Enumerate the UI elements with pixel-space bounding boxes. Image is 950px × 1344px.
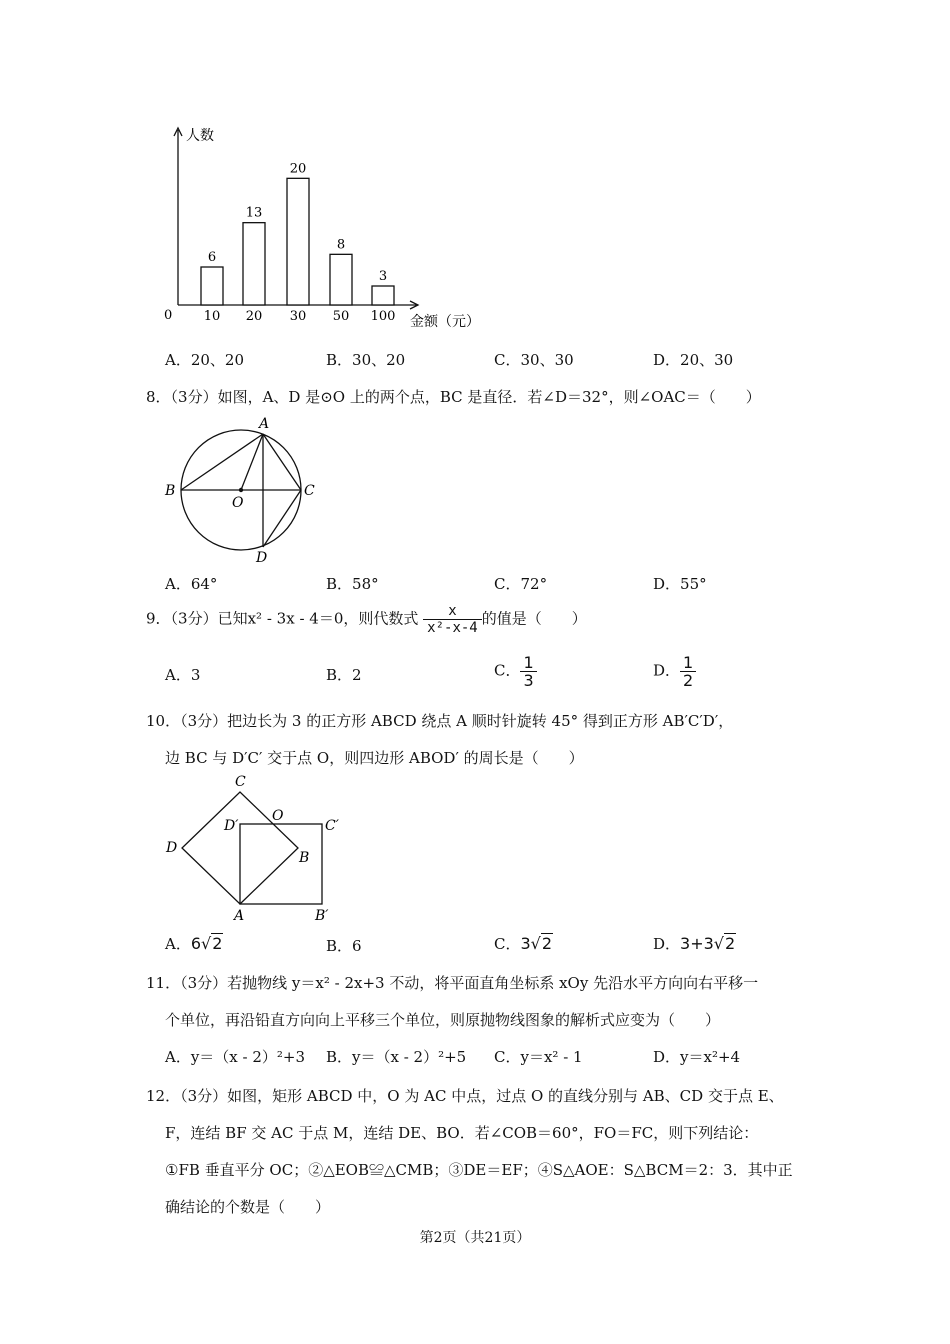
q11-line1: 11．（3分）若抛物线 y＝x² - 2x+3 不动，将平面直角坐标系 xOy 先沿水平方向向右平移一 [146, 974, 759, 992]
q7-option-b[interactable]: B．30、20 [326, 351, 406, 369]
q9-prefix: 9．（3分）已知 [146, 609, 248, 628]
q12-line3: ①FB 垂直平分 OC；②△EOB≌△CMB；③DE＝EF；④S△AOE：S△BCM＝2：3．其中正 [165, 1161, 793, 1179]
q9-fraction [423, 603, 482, 636]
q7-option-a[interactable]: A．20、20 [165, 351, 245, 369]
q10-option-d-label: D． [653, 935, 681, 953]
bar-value-label: 3 [378, 269, 388, 284]
label-c2: C′ [325, 818, 339, 834]
q9-frac-den: x²-x-4 [427, 620, 478, 636]
q7-option-d[interactable]: D．20、30 [653, 351, 734, 369]
q11-option-d[interactable]: D．y＝x²+4 [653, 1048, 741, 1066]
q10-option-a-value: 6√2 [190, 934, 223, 953]
segment-ac [263, 434, 301, 490]
q11-option-b[interactable]: B．y＝（x - 2）²+5 [326, 1048, 467, 1066]
q11-option-a[interactable]: A．y＝（x - 2）²+3 [165, 1048, 306, 1066]
q9-option-b[interactable]: B．2 [326, 666, 362, 684]
y-axis-label: 人数 [186, 128, 214, 144]
q10-option-c[interactable] [494, 933, 553, 954]
q8-option-d[interactable]: D．55° [653, 575, 707, 593]
segment-dc [263, 490, 301, 547]
bar-30 [287, 178, 309, 305]
q9-option-c-label: C． [494, 661, 521, 680]
q12-line2: F，连结 BF 交 AC 于点 M，连结 DE、BO．若∠COB＝60°，FO＝FC，则下列结论： [165, 1124, 759, 1142]
bar-50 [330, 254, 352, 305]
label-d: D [166, 840, 178, 856]
label-d2: D′ [224, 818, 239, 834]
q9-option-c-num: 1 [520, 654, 536, 672]
x-axis-label: 金额（元） [410, 314, 480, 330]
bar-value-label: 20 [289, 161, 307, 177]
label-a: A [259, 416, 270, 432]
q10-option-c-value: 3√2 [520, 934, 553, 953]
q11-line2: 个单位，再沿铅直方向向上平移三个单位，则原抛物线图象的解析式应变为（ ） [165, 1011, 721, 1029]
q8-option-c[interactable]: C．72° [494, 575, 548, 593]
q10-option-c-label: C． [494, 935, 521, 953]
x-tick-label: 10 [203, 309, 221, 324]
bar-10 [201, 267, 223, 305]
center-point [239, 488, 243, 492]
label-o: O [272, 808, 284, 824]
bar-value-label: 8 [336, 237, 346, 253]
q12-line1: 12．（3分）如图，矩形 ABCD 中，O 为 AC 中点，过点 O 的直线分别与 AB、CD 交于点 E、 [146, 1087, 784, 1105]
bar-value-label: 13 [245, 205, 263, 221]
q9-frac-num: x [423, 603, 482, 620]
chart-bars [201, 161, 395, 324]
label-c: C [235, 774, 246, 790]
q8-prefix: 8．（3分）如图， [146, 388, 263, 406]
q9-option-d[interactable] [653, 654, 696, 689]
label-a: A [234, 908, 245, 924]
q9-suffix: 的值是（ ） [481, 609, 587, 628]
q10-option-a-label: A． [165, 935, 191, 953]
label-b: B [299, 850, 310, 866]
q9-option-d-label: D． [653, 661, 681, 680]
x-tick-label: 20 [245, 309, 263, 324]
q9-option-c-frac [520, 654, 536, 689]
label-o: O [232, 495, 244, 511]
q10-option-d[interactable] [653, 933, 736, 954]
q10-square-figure [160, 770, 350, 930]
bar-20 [243, 223, 265, 305]
q10-option-a-rad: 2 [212, 934, 223, 953]
q8-question [146, 386, 761, 407]
label-b: B [165, 483, 176, 499]
q8-text: A、D 是⊙O 上的两个点，BC 是直径．若∠D＝32°，则∠OAC＝（ ） [262, 388, 761, 406]
x-tick-label: 30 [289, 309, 307, 324]
q7-option-c[interactable]: C．30、30 [494, 351, 574, 369]
q8-circle-figure [160, 410, 330, 570]
q8-option-a[interactable]: A．64° [165, 575, 218, 593]
label-b2: B′ [315, 908, 329, 924]
q10-option-d-pre: 3+3 [680, 934, 714, 953]
q10-option-a[interactable] [165, 933, 223, 954]
q9-question [146, 603, 587, 636]
q10-option-a-coef: 6 [190, 934, 202, 953]
q9-option-d-num: 1 [680, 654, 696, 672]
page-footer: 第2页（共21页） [419, 1230, 531, 1246]
q8-option-b[interactable]: B．58° [326, 575, 379, 593]
bar-100 [372, 286, 394, 305]
q10-line1: 10．（3分）把边长为 3 的正方形 ABCD 绕点 A 顺时针旋转 45° 得到正方形 AB′C′D′， [146, 712, 734, 730]
q10-option-d-rad: 2 [725, 934, 736, 953]
label-d: D [256, 550, 268, 566]
x-tick-label: 100 [370, 309, 396, 324]
segment-ab [181, 434, 263, 490]
q9-option-a[interactable]: A．3 [165, 666, 201, 684]
q11-option-c[interactable]: C．y＝x² - 1 [494, 1048, 583, 1066]
q10-option-c-rad: 2 [541, 934, 553, 953]
q9-option-c-den: 3 [523, 671, 534, 690]
q9-cond: x² - 3x - 4＝0，则代数式 [247, 609, 419, 628]
q9-option-d-den: 2 [683, 671, 694, 690]
q12-line4: 确结论的个数是（ ） [165, 1198, 331, 1216]
q10-option-d-value: 3+3√2 [680, 934, 736, 953]
bar-chart [150, 118, 510, 333]
bar-value-label: 6 [207, 250, 217, 265]
q10-option-c-coef: 3 [520, 934, 531, 953]
q9-option-d-frac [680, 654, 696, 689]
label-c: C [304, 483, 315, 499]
q10-line2: 边 BC 与 D′C′ 交于点 O，则四边形 ABOD′ 的周长是（ ） [165, 749, 584, 767]
origin-label: 0 [164, 308, 173, 323]
q9-option-c[interactable] [494, 654, 537, 689]
x-tick-label: 50 [332, 309, 350, 324]
segment-ao [241, 434, 263, 490]
q10-option-b[interactable]: B．6 [326, 937, 362, 955]
